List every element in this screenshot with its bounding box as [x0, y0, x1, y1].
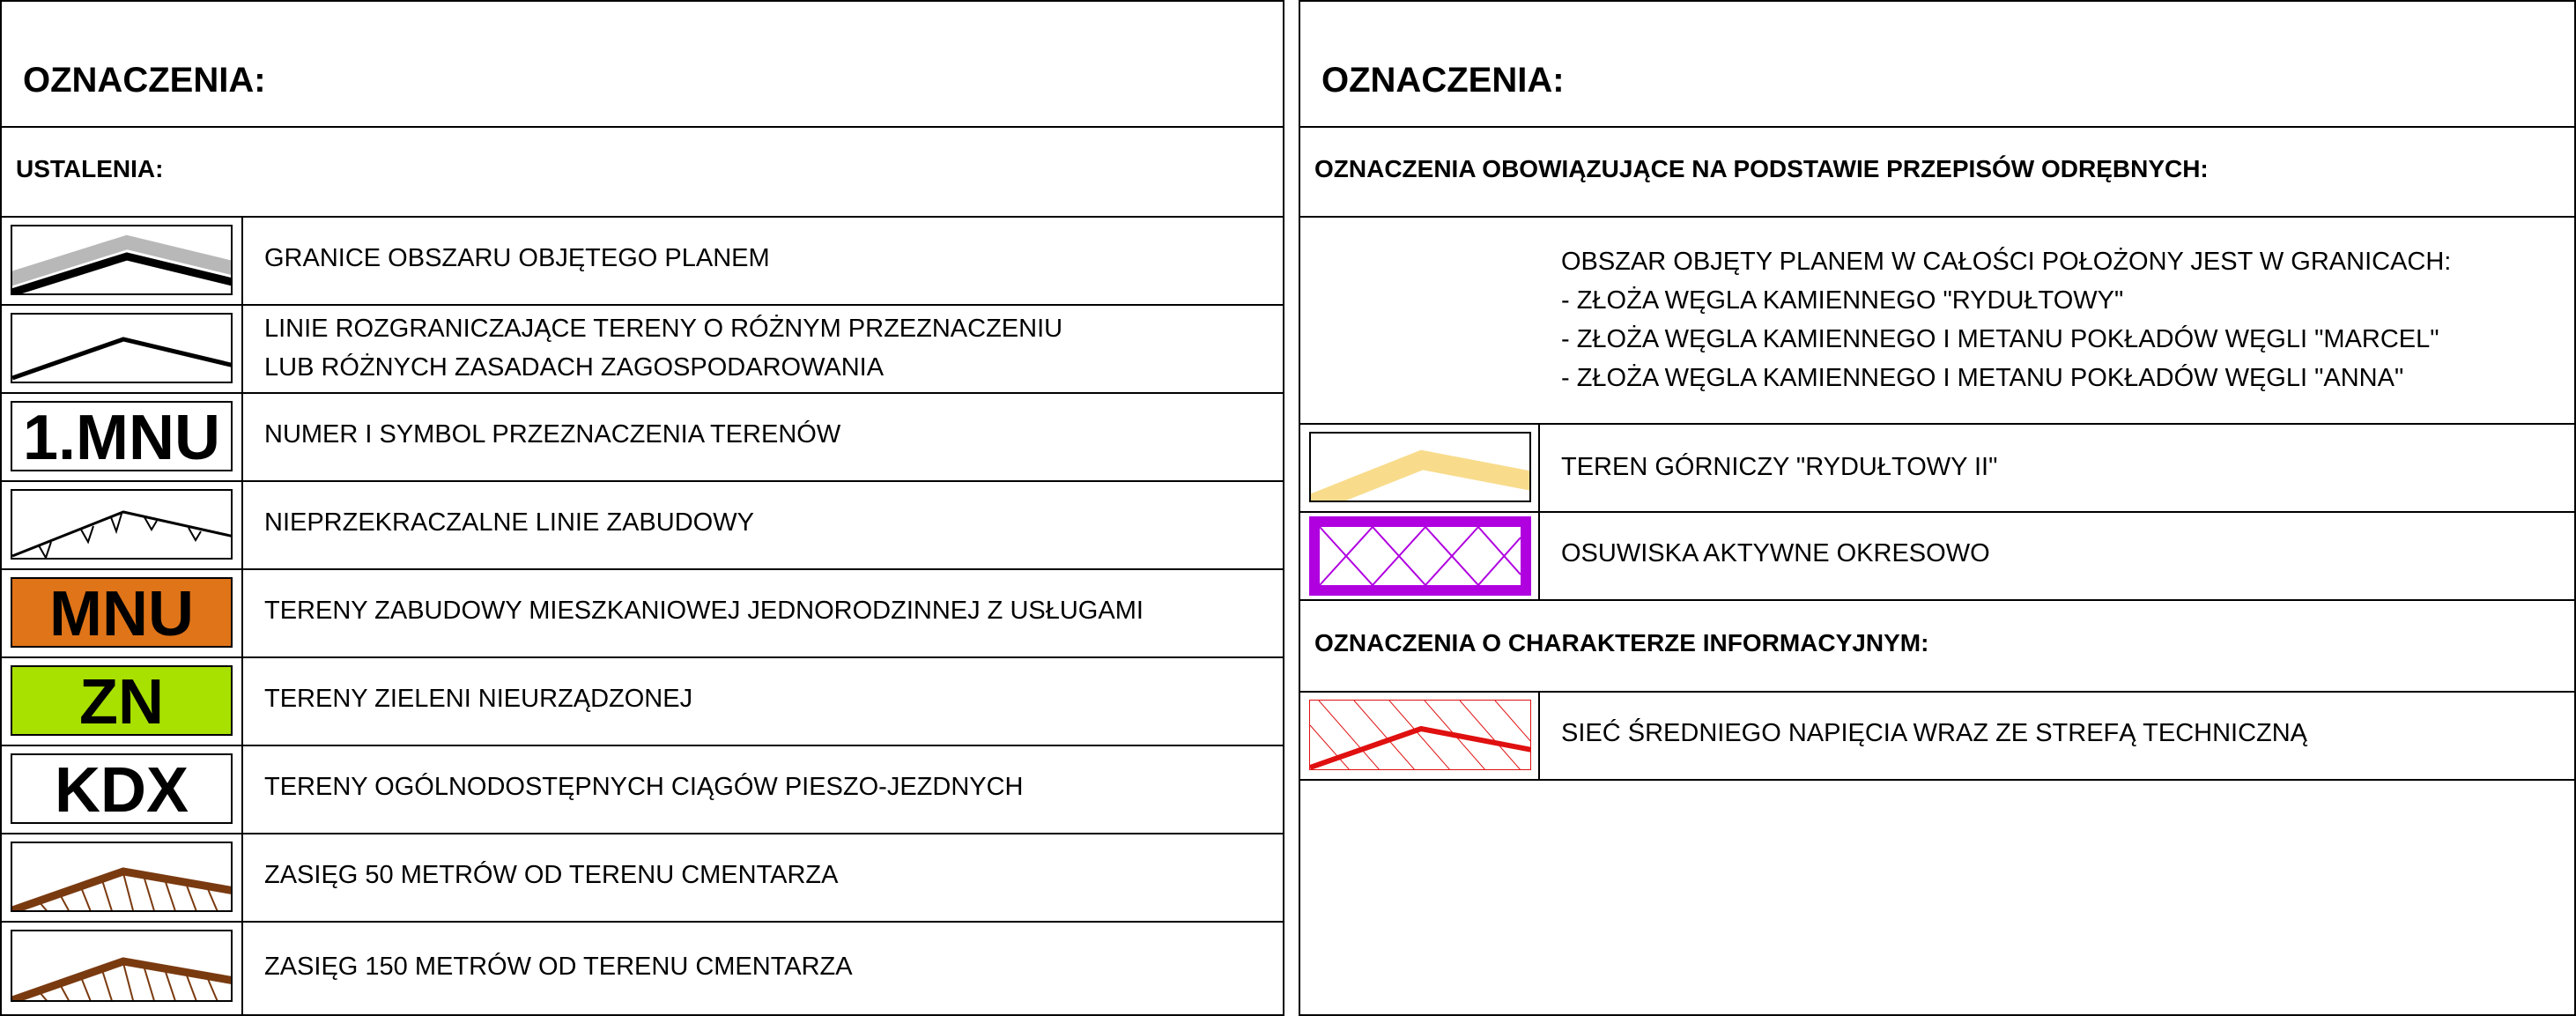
right-title: OZNACZENIA:: [1321, 61, 1565, 100]
legend-desc-line2: LUB RÓŻNYCH ZASADACH ZAGOSPODAROWANIA: [264, 353, 885, 382]
deposits-line4: - ZŁOŻA WĘGLA KAMIENNEGO I METANU POKŁADÓW WĘGLI "ANNA": [1561, 364, 2404, 392]
legend-row-mining-area: [1300, 423, 2574, 513]
zn-color-swatch: [11, 665, 233, 736]
left-legend-panel: [0, 0, 1284, 1016]
symbol-cell: [1300, 423, 1540, 511]
symbol-cell: [2, 216, 243, 304]
legend-desc: SIEĆ ŚREDNIEGO NAPIĘCIA WRAZ ZE STREFĄ TECHNICZNĄ: [1561, 719, 2308, 747]
land-use-code: KDX: [54, 755, 189, 824]
land-use-code: 1.MNU: [22, 403, 220, 471]
legend-desc-line1: LINIE ROZGRANICZAJĄCE TERENY O RÓŻNYM PRZEZNACZENIU: [264, 315, 1063, 343]
legend-row-building-lines: [2, 480, 1283, 570]
boundary-line-icon: [11, 225, 233, 295]
left-title-row: [2, 2, 1283, 128]
legend-desc: ZASIĘG 50 METRÓW OD TERENU CMENTARZA: [264, 861, 839, 889]
legend-desc: NIEPRZEKRACZALNE LINIE ZABUDOWY: [264, 508, 754, 537]
symbol-cell: [2, 745, 243, 833]
legend-row-deposits: [1300, 216, 2574, 425]
symbol-cell: [1300, 691, 1540, 779]
legend-row-power-line: [1300, 691, 2574, 781]
legend-desc: ZASIĘG 150 METRÓW OD TERENU CMENTARZA: [264, 953, 853, 981]
land-use-code: ZN: [79, 667, 164, 736]
legend-row-landslide: [1300, 511, 2574, 601]
section-informational-label: OZNACZENIA O CHARAKTERZE INFORMACYJNYM:: [1314, 629, 1929, 656]
legend-row-dividing-lines: [2, 304, 1283, 394]
symbol-cell: [2, 656, 243, 745]
legend-row-zn: [2, 656, 1283, 746]
legend-desc: TERENY ZABUDOWY MIESZKANIOWEJ JEDNORODZINNEJ Z USŁUGAMI: [264, 597, 1144, 625]
legend-row-kdx: [2, 745, 1283, 834]
legend-row-cemetery-50: [2, 833, 1283, 923]
legend-desc: OSUWISKA AKTYWNE OKRESOWO: [1561, 539, 1990, 567]
right-legend-panel: [1299, 0, 2576, 1016]
legend-row-mnu: [2, 568, 1283, 658]
legend-row-number-symbol: [2, 392, 1283, 482]
legend-desc: NUMER I SYMBOL PRZEZNACZENIA TERENÓW: [264, 420, 841, 449]
left-title: OZNACZENIA:: [23, 61, 266, 100]
symbol-cell: [2, 568, 243, 656]
cemetery-150m-icon: [11, 930, 233, 1002]
legend-row-cemetery-150: [2, 921, 1283, 1016]
mnu-color-swatch: [11, 577, 233, 648]
right-title-row: [1300, 2, 2574, 128]
kdx-color-swatch: [11, 753, 233, 824]
building-line-icon: [11, 489, 233, 560]
dividing-line-icon: [11, 313, 233, 383]
section-ustalenia: [2, 126, 1283, 218]
symbol-cell: [2, 833, 243, 921]
deposits-line1: OBSZAR OBJĘTY PLANEM W CAŁOŚCI POŁOŻONY JEST W GRANICACH:: [1561, 248, 2452, 276]
cemetery-50m-icon: [11, 842, 233, 912]
symbol-cell: [1300, 511, 1540, 599]
symbol-cell: [2, 304, 243, 392]
deposits-line2: - ZŁOŻA WĘGLA KAMIENNEGO "RYDUŁTOWY": [1561, 286, 2124, 315]
legend-desc: TERENY OGÓLNODOSTĘPNYCH CIĄGÓW PIESZO-JEZDNYCH: [264, 773, 1024, 801]
section-informational: [1300, 599, 2574, 693]
legend-desc: GRANICE OBSZARU OBJĘTEGO PLANEM: [264, 244, 770, 272]
section-statutory: [1300, 126, 2574, 218]
section-statutory-label: OZNACZENIA OBOWIĄZUJĄCE NA PODSTAWIE PRZEPISÓW ODRĘBNYCH:: [1314, 155, 2209, 182]
land-use-code-symbol: [11, 401, 233, 471]
section-ustalenia-label: USTALENIA:: [16, 155, 164, 182]
power-line-icon: [1309, 700, 1531, 770]
legend-row-boundary: [2, 216, 1283, 306]
symbol-cell: [2, 392, 243, 480]
symbol-cell: [2, 921, 243, 1016]
legend-desc: TERENY ZIELENI NIEURZĄDZONEJ: [264, 685, 693, 713]
symbol-cell: [2, 480, 243, 568]
legend-desc: TEREN GÓRNICZY "RYDUŁTOWY II": [1561, 453, 1998, 481]
mining-area-icon: [1309, 432, 1531, 502]
landslide-icon: [1309, 516, 1531, 596]
land-use-code: MNU: [49, 579, 194, 648]
deposits-line3: - ZŁOŻA WĘGLA KAMIENNEGO I METANU POKŁADÓW WĘGLI "MARCEL": [1561, 325, 2439, 353]
